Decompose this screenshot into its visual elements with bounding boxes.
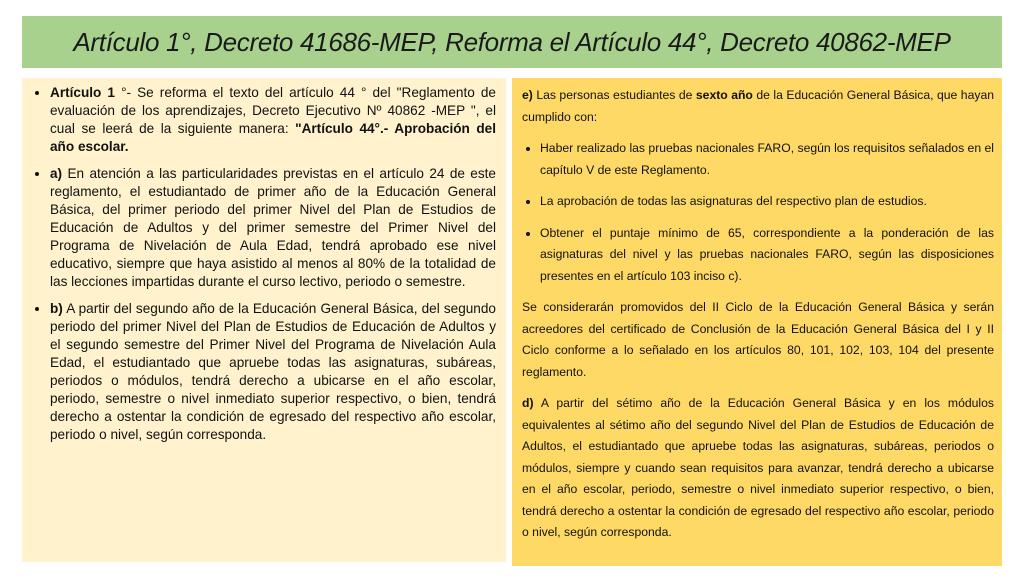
item-lead: Artículo 1 bbox=[50, 85, 115, 100]
item-lead: b) bbox=[50, 301, 63, 316]
item-lead: d) bbox=[522, 396, 534, 410]
item-text: °- Se reforma el texto del artículo 44 ° del "Reglamento de evaluación de los aprendizajes, Decreto Ejecutivo Nº 40862 -MEP ", el cual se leerá de la siguiente manera: bbox=[50, 85, 496, 136]
paragraph-e bbox=[522, 85, 994, 128]
list-item: • Obtener el puntaje mínimo de 65, correspondiente a la ponderación de las asignaturas del nivel y las pruebas nacionales FARO, según las disposiciones presentes en el artículo 103 inciso c). bbox=[540, 223, 994, 288]
item-lead: a) bbox=[50, 166, 63, 181]
left-bullet-list bbox=[28, 84, 496, 444]
left-text-panel bbox=[22, 78, 506, 562]
paragraph-d bbox=[522, 393, 994, 544]
list-item: • La aprobación de todas las asignaturas del respectivo plan de estudios. bbox=[540, 191, 994, 213]
item-text: Las personas estudiantes de bbox=[532, 88, 696, 102]
item-text: A partir del sétimo año de la Educación General Básica y en los módulos equivalentes al sétimo año del segundo Nivel del Plan de Estudios de Educación de Adultos, el estudiantado que apruebe todas las asignaturas, subáreas, periodos o módulos, siempre y cuando sean requisitos para avanzar, tendrá derecho a ubicarse en el año escolar, periodo, semestre o nivel inmediato superior respectivo, o bien, tendrá derecho a ostentar la condición de egresado del respectivo año escolar, periodo o nivel, según corresponda. bbox=[522, 396, 994, 539]
item-text: de la Educación General Básica, que hayan cumplido con: bbox=[522, 88, 994, 124]
paragraph-promotion: Se considerarán promovidos del II Ciclo de la Educación General Básica y serán acreedores del certificado de Conclusión de la Educación General Básica del I y II Ciclo conforme a lo señalado en los artículos 80, 101, 102, 103, 104 del presente reglamento. bbox=[522, 300, 994, 379]
requirements-list bbox=[522, 138, 994, 287]
item-lead: e) bbox=[522, 88, 533, 102]
item-bold: sexto año bbox=[695, 88, 753, 102]
right-text-panel bbox=[512, 78, 1002, 566]
title-banner bbox=[22, 16, 1002, 68]
item-text: A partir del segundo año de la Educación General Básica, del segundo periodo del primer Nivel del Plan de Estudios de Educación de Adultos y el segundo semestre del Primer Nivel del Programa de Nivelación Aula Edad, el estudiantado que apruebe todas las asignaturas, subáreas, periodos o módulos, tendrá derecho a ubicarse en el año escolar, periodo, semestre o nivel inmediato superior respectivo, o bien, tendrá derecho a ostentar la condición de egresado del respectivo año escolar, periodo o nivel, según corresponda. bbox=[50, 301, 496, 442]
list-item-a bbox=[50, 165, 496, 291]
list-item-articulo-1 bbox=[50, 84, 496, 156]
item-bold-tail: "Artículo 44°.- Aprobación del año escolar. bbox=[50, 121, 496, 154]
item-text: En atención a las particularidades previstas en el artículo 24 de este reglamento, el estudiantado de primer año de la Educación General Básica, del primer periodo del primer Nivel del Plan de Estudios de Educación de Adultos y del primer semestre del Primer Nivel del Programa de Nivelación de Aula Edad, tendrá aprobado ese nivel educativo, siempre que haya asistido al menos al 80% de la totalidad de las lecciones impartidas durante el curso lectivo, periodo o semestre. bbox=[50, 166, 496, 289]
slide-title: Artículo 1°, Decreto 41686-MEP, Reforma el Artículo 44°, Decreto 40862-MEP bbox=[73, 26, 951, 57]
list-item: • Haber realizado las pruebas nacionales FARO, según los requisitos señalados en el capítulo V de este Reglamento. bbox=[540, 138, 994, 181]
list-item-b bbox=[50, 300, 496, 444]
